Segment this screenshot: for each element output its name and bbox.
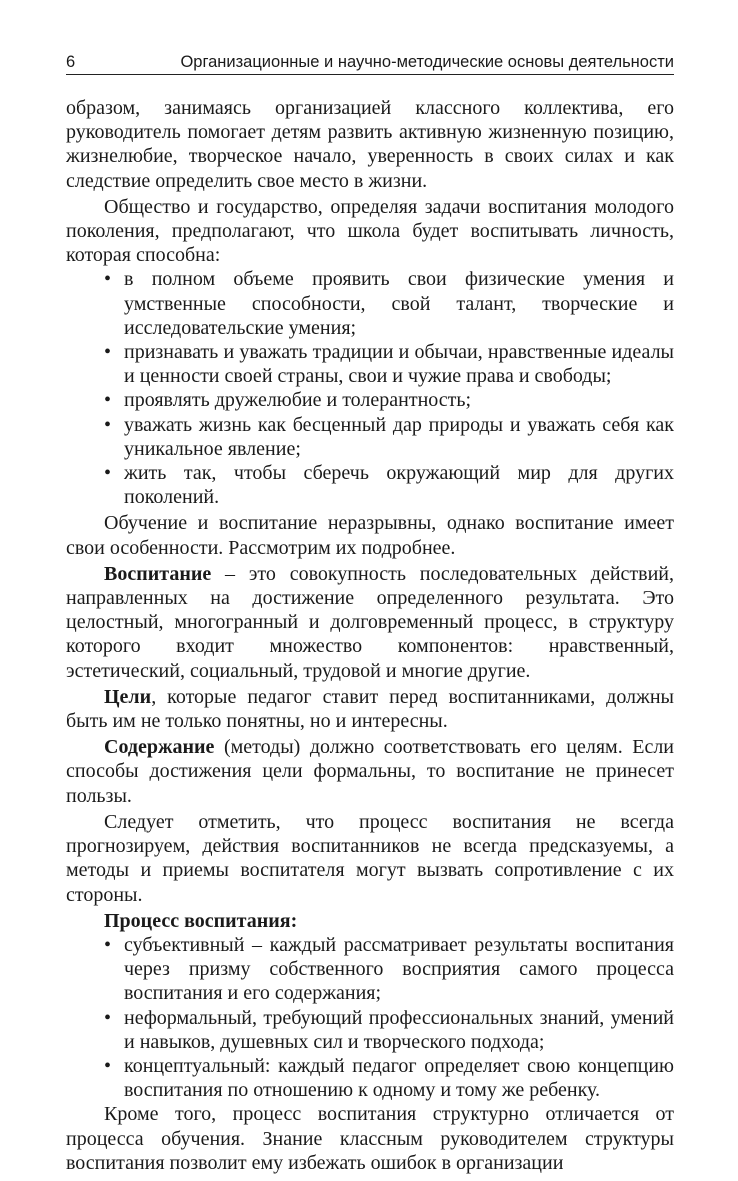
paragraph: Содержание (методы) должно соответствовать его целям. Если способы достижения цели формальны, то воспитание не принесет пользы. (66, 736, 674, 807)
paragraph (66, 909, 674, 933)
subheading: Процесс воспитания: (104, 909, 298, 932)
paragraph: образом, занимаясь организацией классного коллектива, его руководитель помогает детям развить активную жизненную позицию, жизнелюбие, творческое начало, уверенность в своих силах и как следствие определить свое место в жизни. (66, 97, 674, 192)
paragraph: Следует отметить, что процесс воспитания не всегда прогнозируем, действия воспитанников не всегда предсказуемы, а методы и приемы воспитателя могут вызвать сопротивление с их стороны. (66, 810, 674, 906)
running-title: Организационные и научно-методические основы деятельности (180, 53, 674, 71)
bullet-icon: • (104, 268, 112, 291)
bullet-icon: • (104, 933, 112, 956)
list-item: • уважать жизнь как бесценный дар природы и уважать себя как уникальное явление; (104, 413, 674, 460)
bullet-icon: • (104, 413, 112, 436)
paragraph: Кроме того, процесс воспитания структурно отличается от процесса обучения. Знание классным руководителем структуры воспитания позволит ему избежать ошибок в организации (66, 1103, 674, 1174)
bullet-icon: • (104, 341, 112, 364)
list-item: • концептуальный: каждый педагог определяет свою концепцию воспитания по отношению к одному и тому же ребенку. (104, 1054, 674, 1102)
list-item: • проявлять дружелюбие и толерантность; (104, 389, 472, 412)
paragraph: Воспитание – это совокупность последовательных действий, направленных на достижение определенного результата. Это целостный, многогранный и долговременный процесс, в структуру которого входит множество компонентов: нравственный, эстетический, социальный, трудовой и многие другие. (66, 562, 674, 682)
list-item: • признавать и уважать традиции и обычаи, нравственные идеалы и ценности своей страны, свои и чужие права и свободы; (104, 341, 674, 388)
list-item: • в полном объеме проявить свои физические умения и умственные способности, свой талант, творческие и исследовательские умения; (104, 268, 674, 339)
term: Воспитание (104, 562, 212, 585)
bullet-icon: • (104, 1006, 112, 1029)
page-number: 6 (66, 53, 76, 71)
term: Цели (104, 685, 152, 708)
page-body (66, 96, 674, 1175)
term: Содержание (104, 736, 215, 759)
bullet-icon: • (104, 389, 112, 412)
list-item: • субъективный – каждый рассматривает результаты воспитания через призму собственного восприятия самого процесса воспитания и его содержания; (104, 933, 674, 1005)
list-item: • неформальный, требующий профессиональных знаний, умений и навыков, душевных сил и творческого подхода; (104, 1006, 674, 1053)
bullet-list (66, 933, 674, 1102)
bullet-list (66, 267, 674, 509)
running-header (66, 50, 674, 75)
list-item: • жить так, чтобы сберечь окружающий мир для других поколений. (104, 462, 674, 509)
paragraph: Цели, которые педагог ставит перед воспитанниками, должны быть им не только понятны, но и интересны. (66, 685, 674, 733)
bullet-icon: • (104, 462, 112, 485)
paragraph: Общество и государство, определяя задачи воспитания молодого поколения, предполагают, что школа будет воспитывать личность, которая способна: (66, 195, 674, 267)
paragraph: Обучение и воспитание неразрывны, однако воспитание имеет свои особенности. Рассмотрим их подробнее. (66, 512, 674, 559)
bullet-icon: • (104, 1054, 112, 1077)
